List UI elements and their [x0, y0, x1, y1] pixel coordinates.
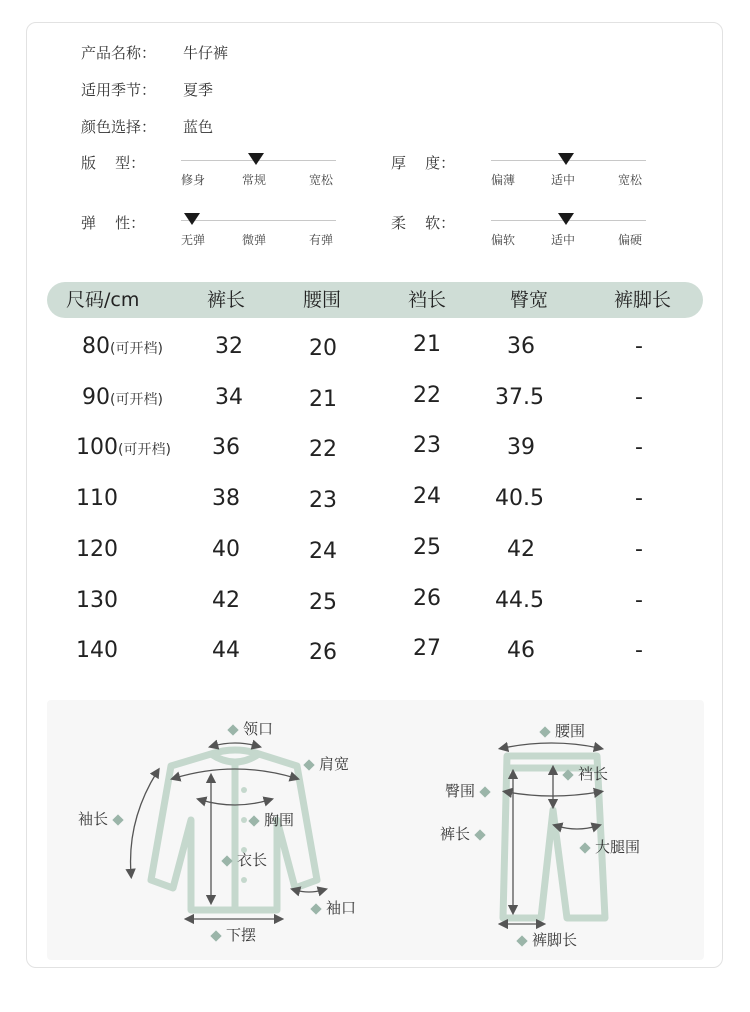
size-value-cell: 26 — [309, 640, 337, 666]
product-name-value: 牛仔裤 — [183, 44, 229, 62]
diamond-icon — [112, 814, 123, 825]
size-value-cell: 46 — [507, 638, 535, 664]
softness-option: 偏软 — [491, 233, 516, 247]
size-value-cell: 25 — [309, 589, 337, 615]
diamond-icon — [562, 769, 573, 780]
size-value-cell: 32 — [215, 334, 243, 359]
softness-option: 适中 — [551, 233, 576, 247]
shoulder-label: 肩宽 — [299, 753, 349, 774]
size-cell: 120 — [76, 536, 118, 562]
size-table-header — [47, 282, 703, 318]
header-hip: 臀宽 — [510, 289, 549, 311]
elastic-label: 弹 性： — [81, 214, 146, 232]
size-cell: 110 — [76, 486, 118, 512]
size-value-cell: - — [635, 384, 643, 410]
size-value-cell: - — [635, 486, 643, 512]
thickness-option: 偏薄 — [491, 173, 516, 187]
size-value-cell: 25 — [413, 534, 441, 560]
size-value-cell: 34 — [215, 384, 243, 410]
size-value-cell: 24 — [309, 538, 337, 564]
header-size: 尺码/cm — [66, 289, 140, 311]
thickness-option: 适中 — [551, 173, 576, 187]
waist-label: 腰围 — [535, 720, 585, 741]
size-value-cell: 44 — [212, 638, 240, 664]
thickness-option: 宽松 — [618, 173, 643, 187]
diamond-icon — [227, 724, 238, 735]
size-value-cell: 42 — [507, 536, 535, 562]
pants-length-label: 裤长 — [440, 823, 490, 844]
size-value-cell: 20 — [309, 336, 337, 361]
fit-marker — [248, 153, 264, 165]
elastic-option: 有弹 — [309, 233, 334, 247]
header-waist: 腰围 — [303, 289, 342, 311]
chest-label: 胸围 — [244, 809, 294, 830]
diamond-icon — [539, 726, 550, 737]
size-value-cell: 22 — [413, 382, 441, 408]
fit-option: 常规 — [242, 173, 267, 187]
size-value-cell: 24 — [413, 484, 441, 510]
size-cell: 140 — [76, 638, 118, 664]
header-rise: 裆长 — [408, 289, 447, 311]
size-value-cell: 21 — [309, 386, 337, 412]
size-value-cell: - — [635, 536, 643, 562]
shirt-outline — [151, 750, 317, 910]
diamond-icon — [479, 786, 490, 797]
softness-option: 偏硬 — [618, 233, 643, 247]
cuff-label: 袖口 — [306, 897, 356, 918]
fit-label: 版 型： — [81, 154, 146, 172]
color-label: 颜色选择： — [81, 118, 157, 136]
size-value-cell: 21 — [413, 332, 441, 357]
size-value-cell: 37.5 — [495, 384, 544, 410]
diamond-icon — [516, 935, 527, 946]
elastic-option: 微弹 — [242, 233, 267, 247]
size-cell: 100(可开档) — [76, 435, 171, 461]
size-cell: 90(可开档) — [82, 384, 163, 410]
size-value-cell: 44.5 — [495, 587, 544, 613]
softness-label: 柔 软： — [391, 214, 456, 232]
hip-label: 臀围 — [445, 780, 495, 801]
size-value-cell: 23 — [309, 488, 337, 514]
elastic-scale — [181, 210, 336, 250]
diamond-icon — [248, 815, 259, 826]
softness-marker — [558, 213, 574, 225]
fit-scale — [181, 150, 336, 190]
size-value-cell: 42 — [212, 587, 240, 613]
size-value-cell: - — [635, 435, 643, 461]
size-value-cell: 40 — [212, 536, 240, 562]
season-row — [81, 79, 213, 100]
fit-option: 修身 — [181, 173, 206, 187]
thickness-marker — [558, 153, 574, 165]
diamond-icon — [474, 829, 485, 840]
season-value: 夏季 — [183, 81, 214, 99]
size-value-cell: - — [635, 334, 643, 359]
measurement-diagram — [47, 700, 704, 960]
size-value-cell: 23 — [413, 433, 441, 459]
measurement-illustration — [47, 700, 704, 960]
thigh-label: 大腿围 — [575, 836, 640, 857]
rise-label: 裆长 — [558, 763, 608, 784]
thickness-label: 厚 度： — [391, 154, 456, 172]
product-name-row — [81, 42, 228, 63]
diamond-icon — [310, 903, 321, 914]
size-value-cell: 22 — [309, 437, 337, 463]
color-row — [81, 116, 213, 137]
thickness-scale — [491, 150, 646, 190]
size-value-cell: 40.5 — [495, 486, 544, 512]
size-value-cell: 27 — [413, 636, 441, 662]
elastic-option: 无弹 — [181, 233, 206, 247]
size-value-cell: 36 — [507, 334, 535, 359]
diamond-icon — [579, 842, 590, 853]
elastic-marker — [184, 213, 200, 225]
header-pants-length: 裤长 — [207, 289, 246, 311]
hem-label: 下摆 — [206, 924, 256, 945]
leg-opening-label: 裤脚长 — [512, 929, 577, 950]
size-cell: 80(可开档) — [82, 334, 163, 359]
header-leg-opening: 裤脚长 — [614, 289, 672, 311]
size-cell: 130 — [76, 587, 118, 613]
diamond-icon — [303, 759, 314, 770]
diamond-icon — [210, 930, 221, 941]
size-value-cell: 38 — [212, 486, 240, 512]
length-label: 衣长 — [217, 849, 267, 870]
softness-scale — [491, 210, 646, 250]
fit-option: 宽松 — [309, 173, 334, 187]
size-value-cell: 26 — [413, 585, 441, 611]
color-value: 蓝色 — [183, 118, 214, 136]
season-label: 适用季节： — [81, 81, 157, 99]
diamond-icon — [221, 855, 232, 866]
size-value-cell: 39 — [507, 435, 535, 461]
size-value-cell: - — [635, 587, 643, 613]
collar-label: 领口 — [223, 718, 273, 739]
size-value-cell: 36 — [212, 435, 240, 461]
sleeve-label: 袖长 — [78, 808, 128, 829]
product-name-label: 产品名称： — [81, 44, 157, 62]
size-value-cell: - — [635, 638, 643, 664]
